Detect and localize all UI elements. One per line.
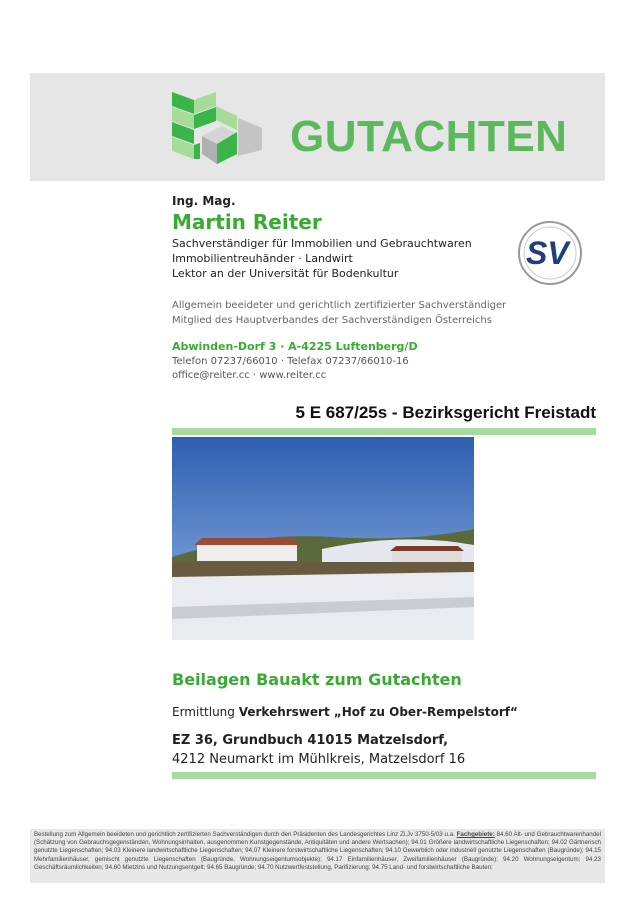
role-line: Immobilientreuhänder · Landwirt	[172, 252, 353, 265]
certification	[172, 298, 506, 328]
address: Abwinden-Dorf 3 · A-4225 Luftenberg/D	[172, 340, 418, 353]
expert-name: Martin Reiter	[172, 210, 322, 234]
svg-text:SV: SV	[526, 235, 569, 271]
section-heading: Beilagen Bauakt zum Gutachten	[172, 670, 462, 689]
farm-photo	[172, 437, 474, 640]
document-title: GUTACHTEN	[290, 112, 568, 161]
expert-prefix: Ing. Mag.	[172, 194, 236, 208]
company-logo-icon	[172, 92, 262, 164]
role-line: Lektor an der Universität für Bodenkultur	[172, 267, 399, 280]
footer-areas: 84.60 Alt- und Gebrauchtwarenhandel (Schätzung von Gebrauchsgegenständen, Wohnungsinhalten, ausgenommen Kunstgegenstände, Antiquitäten und andere Wertsachen); 94.01 Größere landwirtschaftliche Liegenschaften; 94.02 Gärtnerisch genutzte Liegenschaften; 94.03 Kleinere landwirtschaftliche Liegenschaften; 94.07 Kleinere forstwirtschaftliche Liegenschaften; 94.10 Gewerblich oder industriell genutzte Liegenschaften (Baugründe); 94.15 Mehrfamilienhäuser, gemischt genutzte Liegenschaften (Baugründe, Wohnungseigentumsobjekte); 94.17 Einfamilienhäuser, Zweifamilienhäuser (Baugründe); 94.20 Wohnungseigentum; 94.23 Geschäftsräumlichkeiten; 94.60 Mietzins und Nutzungsentgelt; 94.65 Baugründe; 94.70 Nutzwertfeststellung, Parifizierung; 94.75 Land- und forstwirtschaftliche Bauten;	[34, 831, 601, 871]
purpose-title: Verkehrswert „Hof zu Ober-Rempelstorf“	[238, 705, 518, 719]
expert-roles	[172, 236, 472, 281]
purpose-line	[172, 705, 518, 719]
certification-line: Allgemein beeideter und gerichtlich zertifizierter Sachverständiger	[172, 300, 507, 311]
divider-bar	[172, 772, 596, 779]
case-title: 5 E 687/25s - Bezirksgericht Freistadt	[295, 403, 596, 422]
property-location: 4212 Neumarkt im Mühlkreis, Matzelsdorf 16	[172, 752, 466, 767]
web-contact[interactable]: office@reiter.cc · www.reiter.cc	[172, 370, 327, 381]
sv-seal-icon	[517, 220, 583, 286]
divider-bar	[172, 428, 596, 435]
land-register: EZ 36, Grundbuch 41015 Matzelsdorf,	[172, 733, 449, 748]
footer-label: Fachgebiete:	[456, 831, 495, 838]
footer-note	[30, 829, 605, 883]
footer-text: Bestellung zum Allgemein beeideten und gerichtlich zertifizierten Sachverständigen durch den Präsidenten des Landesgerichtes Linz Zl.Jv 3750-5/03 u.a.	[34, 831, 455, 838]
role-line: Sachverständiger für Immobilien und Gebrauchtwaren	[172, 237, 472, 250]
phone: Telefon 07237/66010 · Telefax 07237/66010-16	[172, 356, 409, 367]
purpose-prefix: Ermittlung	[172, 705, 239, 719]
certification-line: Mitglied des Hauptverbandes der Sachverständigen Österreichs	[172, 315, 492, 326]
